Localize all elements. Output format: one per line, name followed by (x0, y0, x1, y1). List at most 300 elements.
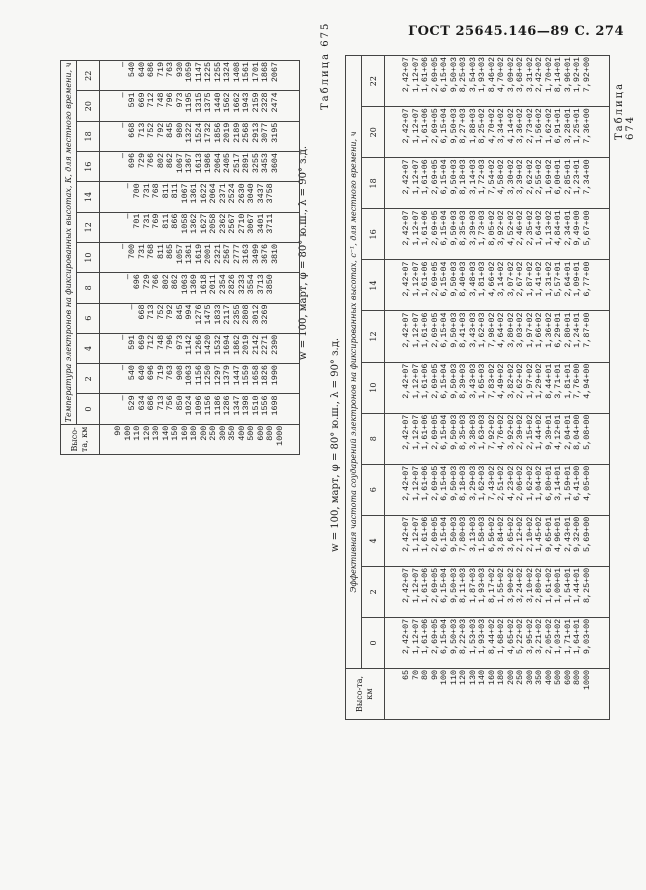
data-cell: 1063 (179, 274, 190, 295)
data-cell: 7,34+00 (581, 159, 592, 195)
column-header: 10 (362, 362, 385, 413)
data-cell: 1,61+06 (420, 312, 430, 348)
altitude-value: 400 (543, 669, 554, 686)
data-cell: 980 (174, 122, 185, 138)
altitude-column (385, 668, 610, 719)
altitude-value: 250 (515, 669, 525, 686)
data-cell: 2011 (208, 274, 218, 295)
data-cell: 2,42+07 (401, 516, 411, 552)
altitude-value: 100 (439, 669, 449, 686)
data-column (385, 107, 610, 158)
data-cell: 9,32+00 (572, 516, 582, 552)
data-cell: 3163 (241, 243, 252, 265)
data-cell: 6,15+04 (439, 618, 449, 655)
data-cell: 1,81+03 (477, 261, 487, 297)
data-cell: 1,61+06 (420, 159, 430, 195)
data-cell: 1,68+02 (496, 618, 506, 655)
data-cell: 2,80+01 (562, 312, 573, 348)
data-cell: 2,42+07 (401, 108, 411, 144)
data-cell: 3067 (246, 213, 256, 234)
data-cell: 1,12+07 (410, 57, 421, 93)
data-cell: 2355 (231, 304, 242, 325)
data-cell: 3453 (260, 153, 271, 174)
data-cell: 9,50+03 (448, 363, 459, 399)
data-cell: 3713 (255, 274, 266, 295)
data-cell: 2517 (231, 153, 242, 174)
column-header: 12 (362, 311, 385, 362)
data-cell: 3,54+03 (467, 57, 478, 93)
data-cell: 540 (127, 62, 138, 78)
data-cell: 2,69+05 (429, 312, 440, 348)
data-cell: 9,50+03 (448, 414, 459, 450)
data-cell: 2,42+02 (534, 57, 544, 93)
data-cell: 2189 (231, 122, 242, 143)
data-cell: 2777 (231, 243, 242, 265)
data-cell: 2142 (250, 334, 261, 355)
data-cell: 6,15+04 (439, 567, 449, 603)
data-cell: 2354 (217, 274, 228, 295)
data-cell: 1,61+06 (420, 363, 430, 399)
data-cell: — (117, 334, 128, 340)
data-cell: 1662 (231, 92, 242, 113)
data-cell: 796 (165, 334, 176, 350)
data-cell: 2,69+05 (429, 57, 440, 93)
data-cell: 1,61+06 (420, 618, 430, 655)
data-cell: 8,25+00 (581, 567, 592, 603)
data-column (385, 464, 610, 515)
altitude-value: 300 (217, 425, 228, 441)
data-cell: 1096 (193, 395, 204, 416)
data-cell: 2019 (222, 122, 233, 143)
data-cell: 1,97+02 (524, 312, 535, 348)
column-header: 0 (77, 394, 100, 424)
data-cell: 1,93+03 (477, 567, 487, 603)
data-cell: 2,06+02 (515, 465, 525, 501)
data-cell: 3,39+03 (467, 210, 478, 246)
data-cell: 3,82+02 (505, 363, 516, 399)
data-cell: 3,92+02 (505, 414, 516, 450)
data-cell: 1,97+02 (524, 363, 535, 399)
data-cell: 9,50+03 (448, 210, 459, 246)
data-cell: 1856 (212, 122, 223, 143)
data-cell: 1,00+01 (553, 567, 563, 603)
data-column (385, 311, 610, 362)
data-cell: 2,42+07 (401, 159, 411, 195)
data-cell: 696 (127, 153, 138, 169)
data-cell: 2,46+02 (515, 210, 525, 246)
data-cell: 2,69+05 (429, 516, 440, 552)
data-cell: 3401 (255, 213, 266, 234)
data-cell: 3850 (265, 274, 275, 295)
data-cell: 8,04+00 (572, 414, 582, 450)
data-cell: 1,61+06 (420, 261, 430, 297)
data-cell: 1156 (193, 365, 204, 386)
altitude-value: 350 (534, 669, 544, 686)
data-cell: 2,64+01 (562, 261, 573, 297)
data-cell: 1,12+07 (410, 312, 421, 348)
data-cell: 7,92+02 (486, 414, 497, 450)
data-cell: 1,09+01 (572, 261, 582, 297)
row-header-label: Высо-та, км (61, 424, 100, 454)
data-cell: 1,61+06 (420, 108, 430, 144)
data-cell: 763 (165, 62, 176, 78)
data-cell: 3,65+02 (505, 516, 516, 552)
data-cell: 2064 (208, 183, 218, 204)
altitude-value: 180 (189, 425, 199, 441)
altitude-value: 140 (160, 425, 171, 441)
data-cell: 1556 (260, 395, 271, 416)
data-cell: 3,28+01 (562, 108, 573, 144)
data-cell: 5,08+00 (581, 414, 592, 450)
data-cell: 9,50+03 (448, 57, 459, 93)
altitude-value: 600 (255, 425, 266, 441)
data-cell: 1,12+07 (410, 210, 421, 246)
data-cell: 9,50+03 (448, 261, 459, 297)
data-cell: 2,69+05 (429, 567, 440, 603)
data-cell: 2,12+02 (515, 516, 525, 552)
data-cell: 1,12+07 (410, 567, 421, 603)
column-header: 16 (77, 152, 100, 182)
data-cell: 4,84+01 (553, 210, 563, 246)
data-cell: 3,36+02 (515, 108, 525, 144)
data-cell: — (122, 183, 133, 189)
data-cell: 9,50+03 (448, 465, 459, 501)
data-cell: 748 (155, 334, 166, 350)
data-cell: 5,67+00 (581, 210, 592, 246)
data-cell: 1619 (193, 243, 204, 265)
data-cell: 7,98+02 (486, 312, 497, 348)
data-cell: 8,25+03 (458, 57, 468, 93)
data-cell: 2,42+07 (401, 618, 411, 655)
data-cell: 3,38+03 (467, 414, 478, 450)
data-cell: 1324 (222, 62, 233, 83)
data-cell: 3,14+01 (553, 465, 563, 501)
data-cell: 1,59+01 (562, 465, 573, 501)
altitude-value: 180 (496, 669, 506, 686)
column-header: 0 (362, 617, 385, 668)
data-cell: 6,15+04 (439, 108, 449, 144)
column-header: 4 (77, 333, 100, 363)
data-cell: 769 (151, 213, 161, 229)
data-cell: 2321 (212, 243, 223, 265)
altitude-value: 120 (141, 425, 152, 441)
data-cell: 1,64+01 (572, 618, 582, 655)
data-cell: 5,22+02 (515, 618, 525, 655)
data-cell: 2524 (227, 183, 237, 204)
data-cell: 2390 (269, 334, 280, 355)
data-cell: 701 (132, 213, 142, 229)
data-cell: 2,51+02 (496, 465, 506, 501)
data-cell: 6,56+02 (486, 516, 497, 552)
data-cell: 2,67+02 (515, 261, 525, 297)
data-cell: 7,80+03 (458, 516, 468, 552)
data-cell: 640 (136, 62, 147, 78)
data-cell: 1361 (189, 183, 199, 204)
data-cell: 7,83+02 (486, 363, 497, 399)
data-cell: 1420 (203, 334, 214, 355)
data-cell: 3,24+02 (515, 567, 525, 603)
data-cell: 1,61+06 (420, 210, 430, 246)
data-cell: 1,61+02 (543, 567, 554, 603)
data-cell: 2,42+07 (401, 312, 411, 348)
data-cell: 1,12+07 (410, 261, 421, 297)
column-header: 14 (362, 260, 385, 311)
data-column (385, 566, 610, 617)
altitude-value: 1000 (581, 669, 592, 691)
altitude-value: 1000 (274, 425, 285, 446)
data-cell: 1826 (260, 365, 271, 386)
data-column (385, 260, 610, 311)
data-cell: 2,69+05 (429, 465, 440, 501)
column-header: 6 (362, 464, 385, 515)
data-cell: 9,50+03 (448, 618, 459, 655)
data-cell: 802 (155, 153, 166, 169)
data-cell: 9,49+00 (572, 210, 582, 246)
data-cell: 6,80+01 (543, 465, 554, 501)
data-cell: 766 (151, 274, 161, 290)
data-cell: 792 (155, 122, 166, 138)
data-cell: 3499 (250, 243, 261, 265)
data-cell: 2630 (236, 183, 247, 204)
data-cell: 3,68+02 (515, 57, 525, 93)
data-cell: 1,31+02 (543, 261, 554, 297)
data-cell: 3233 (236, 274, 247, 295)
data-cell: 1,70+02 (543, 57, 554, 93)
data-cell: 4,05+00 (581, 465, 592, 501)
data-cell: — (117, 62, 128, 68)
data-cell: 2159 (250, 92, 261, 113)
data-cell: 908 (174, 365, 185, 381)
data-cell: 668 (136, 304, 147, 320)
data-cell: 752 (155, 304, 166, 320)
data-column (100, 273, 300, 303)
data-cell: 1,13+02 (543, 210, 554, 246)
data-cell: 1,61+06 (420, 57, 430, 93)
data-cell: 8,25+02 (477, 108, 487, 144)
data-cell: 862 (165, 153, 176, 169)
data-cell: 1286 (222, 395, 233, 416)
data-cell: 756 (165, 395, 176, 411)
data-cell: 5,69+00 (581, 516, 592, 552)
data-cell: 8,41+03 (458, 312, 468, 348)
data-cell: 1375 (203, 92, 214, 113)
data-cell: 634 (136, 395, 147, 411)
data-cell: 2,62+02 (524, 159, 535, 195)
data-cell: 2,69+05 (429, 210, 440, 246)
data-cell: 1,12+07 (410, 414, 421, 450)
column-header: 14 (77, 182, 100, 212)
data-cell: 2,42+07 (401, 210, 411, 246)
data-cell: 1990 (269, 365, 280, 386)
data-cell: 3040 (246, 183, 256, 204)
data-column (100, 242, 300, 272)
table2-grid (345, 55, 610, 720)
data-cell: 796 (165, 92, 176, 108)
data-cell: 2568 (241, 122, 252, 143)
data-cell: 2362 (217, 213, 228, 234)
data-cell: 766 (146, 153, 157, 169)
data-cell: 2567 (227, 213, 237, 234)
data-cell: 719 (155, 365, 166, 381)
data-cell: 2808 (241, 304, 252, 325)
data-cell: 1,12+07 (410, 465, 421, 501)
page-header: ГОСТ 25645.146—89 С. 274 (408, 24, 624, 39)
data-column (385, 617, 610, 668)
data-cell: — (127, 304, 138, 310)
data-cell: 1067 (179, 183, 190, 204)
data-cell: — (117, 153, 128, 159)
data-cell: 2271 (260, 334, 271, 355)
data-cell: 2,69+05 (429, 261, 440, 297)
data-cell: 3554 (246, 274, 256, 295)
data-cell: 1315 (193, 92, 204, 113)
data-cell: 3195 (269, 122, 280, 143)
data-cell: 686 (146, 395, 157, 411)
data-cell: 1447 (231, 365, 242, 386)
altitude-column (100, 424, 300, 454)
data-cell: — (122, 213, 133, 219)
data-cell: 1,66+02 (534, 312, 544, 348)
data-cell: 3,43+03 (467, 363, 478, 399)
data-column (100, 394, 300, 424)
data-cell: 3,80+02 (505, 312, 516, 348)
data-column (100, 364, 300, 394)
data-cell: 1058 (179, 213, 190, 234)
data-cell: 2,80+02 (534, 567, 544, 603)
data-cell: 1,36+02 (543, 312, 554, 348)
data-cell: 2,05+02 (543, 618, 554, 655)
data-cell: 2,39+02 (515, 414, 525, 450)
data-cell: 2064 (212, 153, 223, 174)
column-header: 20 (362, 107, 385, 158)
data-cell: 811 (170, 183, 180, 199)
data-cell: 1147 (193, 62, 204, 83)
data-cell: 2117 (222, 304, 233, 325)
data-cell: 2,15+02 (524, 414, 535, 450)
data-cell: 1561 (241, 62, 252, 83)
column-header: 18 (362, 158, 385, 209)
altitude-value: 800 (572, 669, 582, 686)
data-cell: 1658 (250, 365, 261, 386)
data-cell: 1,12+07 (410, 363, 421, 399)
column-header: 2 (362, 566, 385, 617)
data-cell: 4,58+02 (496, 159, 506, 195)
data-cell: 713 (155, 395, 166, 411)
data-cell: 2826 (227, 274, 237, 295)
table-675-name: Таблица 675 (320, 21, 331, 110)
data-cell: 1361 (184, 243, 195, 265)
data-cell: 1,71+01 (562, 618, 573, 655)
table1-grid (60, 60, 300, 455)
column-header: 10 (77, 242, 100, 272)
data-cell: 8,40+03 (458, 261, 468, 297)
data-cell: 6,15+04 (439, 414, 449, 450)
data-cell: 3,43+03 (467, 312, 478, 348)
altitude-value: 200 (198, 425, 209, 441)
data-cell: 729 (136, 153, 147, 169)
data-cell: 1266 (193, 334, 204, 355)
data-cell: 2,35+02 (524, 210, 535, 246)
data-cell: — (117, 365, 128, 371)
data-cell: 4,14+02 (505, 108, 516, 144)
data-cell: 763 (165, 365, 176, 381)
data-cell: 4,96+01 (553, 516, 563, 552)
data-cell: 9,65+01 (543, 516, 554, 552)
data-cell: 2371 (217, 183, 228, 204)
data-cell: 6,15+04 (439, 516, 449, 552)
data-cell: 3,13+03 (467, 516, 478, 552)
data-cell: 6,15+04 (439, 159, 449, 195)
data-cell: 1,03+02 (553, 618, 563, 655)
data-cell: 1,61+06 (420, 516, 430, 552)
data-cell: 713 (136, 122, 147, 138)
data-cell: 5,57+01 (553, 261, 563, 297)
data-cell: 1532 (212, 334, 223, 355)
data-cell: 2001 (203, 243, 214, 265)
data-cell: 3810 (269, 243, 280, 265)
data-cell: 2567 (222, 243, 233, 265)
data-cell: 3,21+02 (534, 618, 544, 655)
data-cell: 7,87+00 (581, 312, 592, 348)
altitude-value: 110 (132, 425, 142, 441)
altitude-value: 800 (265, 425, 275, 441)
data-cell: 1255 (212, 62, 223, 83)
data-cell: 845 (165, 122, 176, 138)
data-cell: 6,41+00 (572, 465, 582, 501)
data-cell: 1,25+01 (572, 108, 582, 144)
data-cell: 8,11+03 (458, 567, 468, 603)
altitude-value: 130 (151, 425, 161, 441)
data-cell: 3,07+02 (505, 261, 516, 297)
data-cell: 1142 (184, 334, 195, 355)
data-cell: 2,69+05 (429, 159, 440, 195)
data-column (100, 91, 300, 121)
data-cell: — (117, 243, 128, 249)
data-cell: 3077 (260, 122, 271, 143)
data-cell: 8,27+03 (458, 108, 468, 144)
data-cell: 2,10+02 (524, 516, 535, 552)
data-cell: 2,69+05 (429, 108, 440, 144)
data-cell: 1559 (241, 365, 252, 386)
data-cell: 1,24+01 (572, 312, 582, 348)
data-cell: 1475 (203, 304, 214, 325)
data-cell: 3,39+02 (515, 159, 525, 195)
data-cell: 3,03+02 (515, 312, 525, 348)
altitude-value: 160 (179, 425, 190, 441)
data-cell: 2067 (269, 62, 280, 83)
table-description: Эффективная частота соударений электронов на фиксированных высотах, с⁻¹, для местного времени, ч (346, 56, 362, 669)
data-cell: 1,58+03 (477, 516, 487, 552)
data-cell: 748 (155, 92, 166, 108)
table-675-caption: w = 100, март, φ = 80° ю.ш., λ = 90° з.д. (330, 337, 341, 552)
data-cell: 1732 (203, 122, 214, 143)
data-cell: 2405 (222, 153, 233, 174)
data-cell: 712 (146, 334, 157, 350)
data-cell: 9,50+03 (448, 567, 459, 603)
data-cell: 8,39+03 (458, 363, 468, 399)
data-cell: 811 (160, 183, 171, 199)
altitude-value: 160 (486, 669, 497, 686)
data-cell: 1,87+02 (524, 261, 535, 297)
data-cell: 1,93+03 (477, 618, 487, 655)
data-cell: 3676 (260, 243, 271, 265)
data-cell: 3,84+02 (496, 516, 506, 552)
data-cell: 3,14+03 (467, 159, 478, 195)
data-cell: 850 (174, 395, 185, 411)
data-cell: 591 (127, 334, 138, 350)
column-header: 16 (362, 209, 385, 260)
data-cell: 1,12+07 (410, 108, 421, 144)
